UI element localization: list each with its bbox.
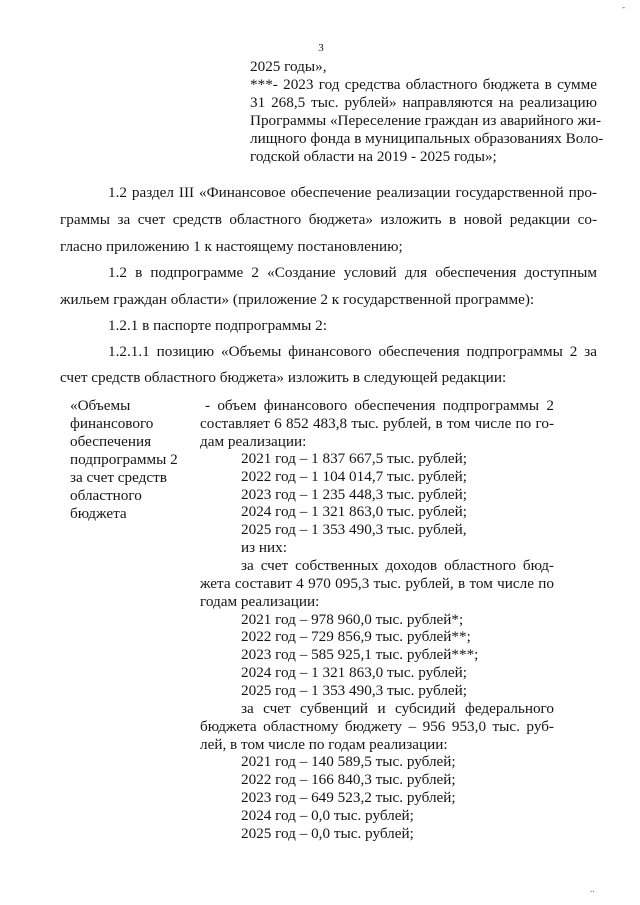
table-value-line: 2022 год – 1 104 014,7 тыс. рублей; bbox=[241, 468, 468, 485]
paragraph-line: 1.2 в подпрограмме 2 «Создание условий для обеспечения доступным bbox=[108, 264, 597, 281]
table-value-line: 2024 год – 1 321 863,0 тыс. рублей; bbox=[241, 503, 468, 520]
table-value-line: 2023 год – 1 235 448,3 тыс. рублей; bbox=[241, 486, 468, 503]
table-label-line: за счет средств bbox=[70, 469, 167, 486]
paragraph-line: жильем граждан области» (приложение 2 к государственной программе): bbox=[60, 291, 535, 308]
table-value-line: бюджета областному бюджету – 956 953,0 тыс. руб- bbox=[200, 718, 554, 735]
table-value-line: 2024 год – 0,0 тыс. рублей; bbox=[241, 807, 414, 824]
table-value-line: 2022 год – 166 840,3 тыс. рублей; bbox=[241, 771, 456, 788]
footnote-line: 31 268,5 тыс. рублей» направляются на реализацию bbox=[250, 94, 597, 111]
table-value-line: - объем финансового обеспечения подпрограммы 2 bbox=[205, 397, 554, 414]
table-label-line: подпрограммы 2 bbox=[70, 451, 178, 468]
table-value-line: 2025 год – 1 353 490,3 тыс. рублей, bbox=[241, 521, 467, 538]
table-value-line: 2025 год – 1 353 490,3 тыс. рублей; bbox=[241, 682, 468, 699]
corner-mark-top: - bbox=[622, 2, 625, 12]
paragraph-line: гласно приложению 1 к настоящему постановлению; bbox=[60, 238, 403, 255]
footnote-line: лищного фонда в муниципальных образованиях Воло- bbox=[250, 130, 604, 147]
table-label-line: финансового bbox=[70, 415, 154, 432]
table-value-line: лей, в том числе по годам реализации: bbox=[200, 736, 448, 753]
footnote-line: ***- 2023 год средства областного бюджета в сумме bbox=[250, 76, 597, 93]
table-value-line: за счет собственных доходов областного бюд- bbox=[241, 557, 554, 574]
table-label-line: обеспечения bbox=[70, 433, 152, 450]
table-value-line: за счет субвенций и субсидий федерального bbox=[241, 700, 554, 717]
paragraph-line: граммы за счет средств областного бюджета» изложить в новой редакции со- bbox=[60, 211, 597, 228]
table-label-line: бюджета bbox=[70, 505, 127, 522]
table-label-line: «Объемы bbox=[70, 397, 131, 414]
table-value-line: составляет 6 852 483,8 тыс. рублей, в том числе по го- bbox=[200, 415, 554, 432]
table-value-line: 2024 год – 1 321 863,0 тыс. рублей; bbox=[241, 664, 468, 681]
table-value-line: 2021 год – 978 960,0 тыс. рублей*; bbox=[241, 611, 464, 628]
footnote-line: годской области на 2019 - 2025 годы»; bbox=[250, 148, 497, 165]
corner-mark-bottom: .. bbox=[590, 884, 595, 894]
table-value-line: дам реализации: bbox=[200, 433, 307, 450]
paragraph-line: 1.2.1.1 позицию «Объемы финансового обеспечения подпрограммы 2 за bbox=[108, 343, 597, 360]
paragraph-line: 1.2 раздел III «Финансовое обеспечение реализации государственной про- bbox=[108, 184, 597, 201]
footnote-line: Программы «Переселение граждан из аварийного жи- bbox=[250, 112, 602, 129]
table-value-line: 2021 год – 140 589,5 тыс. рублей; bbox=[241, 753, 456, 770]
table-value-line: годам реализации: bbox=[200, 593, 320, 610]
table-value-line: 2025 год – 0,0 тыс. рублей; bbox=[241, 825, 414, 842]
table-value-line: 2023 год – 649 523,2 тыс. рублей; bbox=[241, 789, 456, 806]
table-value-line: 2021 год – 1 837 667,5 тыс. рублей; bbox=[241, 450, 468, 467]
page-number: 3 bbox=[318, 42, 324, 54]
footnote-line: 2025 годы», bbox=[250, 58, 327, 75]
paragraph-line: счет средств областного бюджета» изложить в следующей редакции: bbox=[60, 369, 507, 386]
table-value-line: жета составит 4 970 095,3 тыс. рублей, в том числе по bbox=[200, 575, 554, 592]
table-value-line: из них: bbox=[241, 539, 287, 556]
table-value-line: 2022 год – 729 856,9 тыс. рублей**; bbox=[241, 628, 471, 645]
table-value-line: 2023 год – 585 925,1 тыс. рублей***; bbox=[241, 646, 479, 663]
paragraph-line: 1.2.1 в паспорте подпрограммы 2: bbox=[108, 317, 327, 334]
table-label-line: областного bbox=[70, 487, 142, 504]
